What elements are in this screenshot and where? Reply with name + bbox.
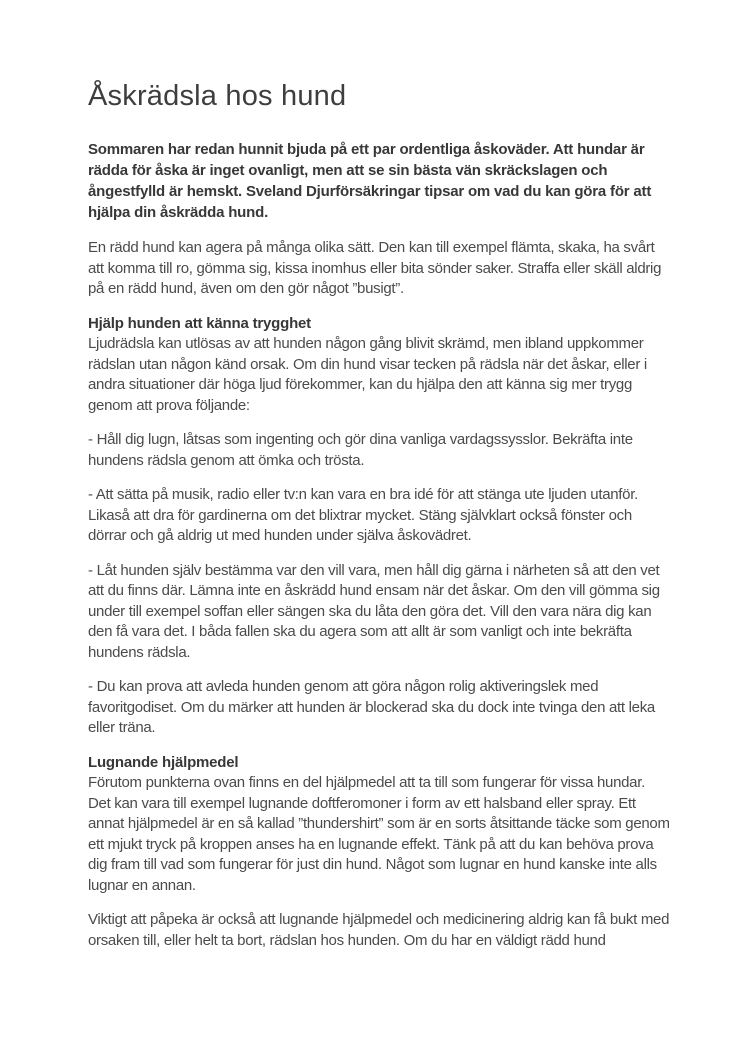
tip-distraction-play: - Du kan prova att avleda hunden genom att göra någon rolig aktiveringslek med favoritgodiset. Om du märker att hunden är blockerad ska du dock inte tvinga den att leka eller träna.	[88, 678, 655, 737]
lead-paragraph: Sommaren har redan hunnit bjuda på ett par ordentliga åskoväder. Att hundar är rädda för åska är inget ovanligt, men att se sin bästa vän skräckslagen och ångestfylld är hemskt. Sveland Djurförsäkringar tipsar om vad du kan göra för att hjälpa din åskrädda hund.	[88, 141, 652, 222]
paragraph-fear-behaviors: En rädd hund kan agera på många olika sätt. Den kan till exempel flämta, skaka, ha svårt att komma till ro, gömma sig, kissa inomhus eller bita sönder saker. Straffa eller skäll aldrig på en rädd hund, även om den gör något ”busigt”.	[88, 239, 662, 298]
paragraph-hjalpmedel: Förutom punkterna ovan finns en del hjälpmedel att ta till som fungerar för vissa hundar. Det kan vara till exempel lugnande doftferomoner i form av ett halsband eller spray. Ett annat hjälpmedel är en så kallad ”thundershirt” som är en sorts åtsittande täcke som genom ett mjukt tryck på kroppen anses ha en lugnande effekt. Tänk på att du kan behöva prova dig fram till vad som fungerar för just din hund. Något som lugnar en hund kanske inte alls lugnar en annan.	[88, 774, 670, 894]
tip-stay-calm: - Håll dig lugn, låtsas som ingenting och gör dina vanliga vardagssysslor. Bekräfta inte hundens rädsla genom att ömka och trösta.	[88, 431, 633, 469]
tip-let-dog-choose: - Låt hunden själv bestämma var den vill vara, men håll dig gärna i närheten så att den vet att du finns där. Lämna inte en åskrädd hund ensam när det åskar. Om den vill gömma sig under till exempel soffan eller sängen ska du låta den göra det. Vill den vara nära dig kan den få vara det. I båda fallen ska du agera som att allt är som vanligt och inte bekräfta hundens rädsla.	[88, 561, 660, 661]
page-title: Åskrädsla hos hund	[88, 80, 347, 112]
tip-music-curtains: - Att sätta på musik, radio eller tv:n kan vara en bra idé för att stänga ute ljuden utanför. Likaså att dra för gardinerna om det blixtrar mycket. Stäng självklart också fönster och dörrar och gå aldrig ut med hunden under själva åskovädret.	[88, 486, 638, 545]
article-body	[88, 80, 670, 951]
paragraph-ljudradsla: Ljudrädsla kan utlösas av att hunden någon gång blivit skrämd, men ibland uppkommer rädslan utan någon känd orsak. Om din hund visar tecken på rädsla när det åskar, eller i andra situationer där höga ljud förekommer, kan du hjälpa den att känna sig mer trygg genom att prova följande:	[88, 335, 647, 414]
paragraph-viktigt-papeka: Viktigt att påpeka är också att lugnande hjälpmedel och medicinering aldrig kan få bukt med orsaken till, eller helt ta bort, rädslan hos hunden. Om du har en väldigt rädd hund	[88, 911, 670, 949]
section-heading-trygghet: Hjälp hunden att känna trygghet	[88, 314, 311, 332]
section-heading-hjalpmedel: Lugnande hjälpmedel	[88, 753, 239, 771]
